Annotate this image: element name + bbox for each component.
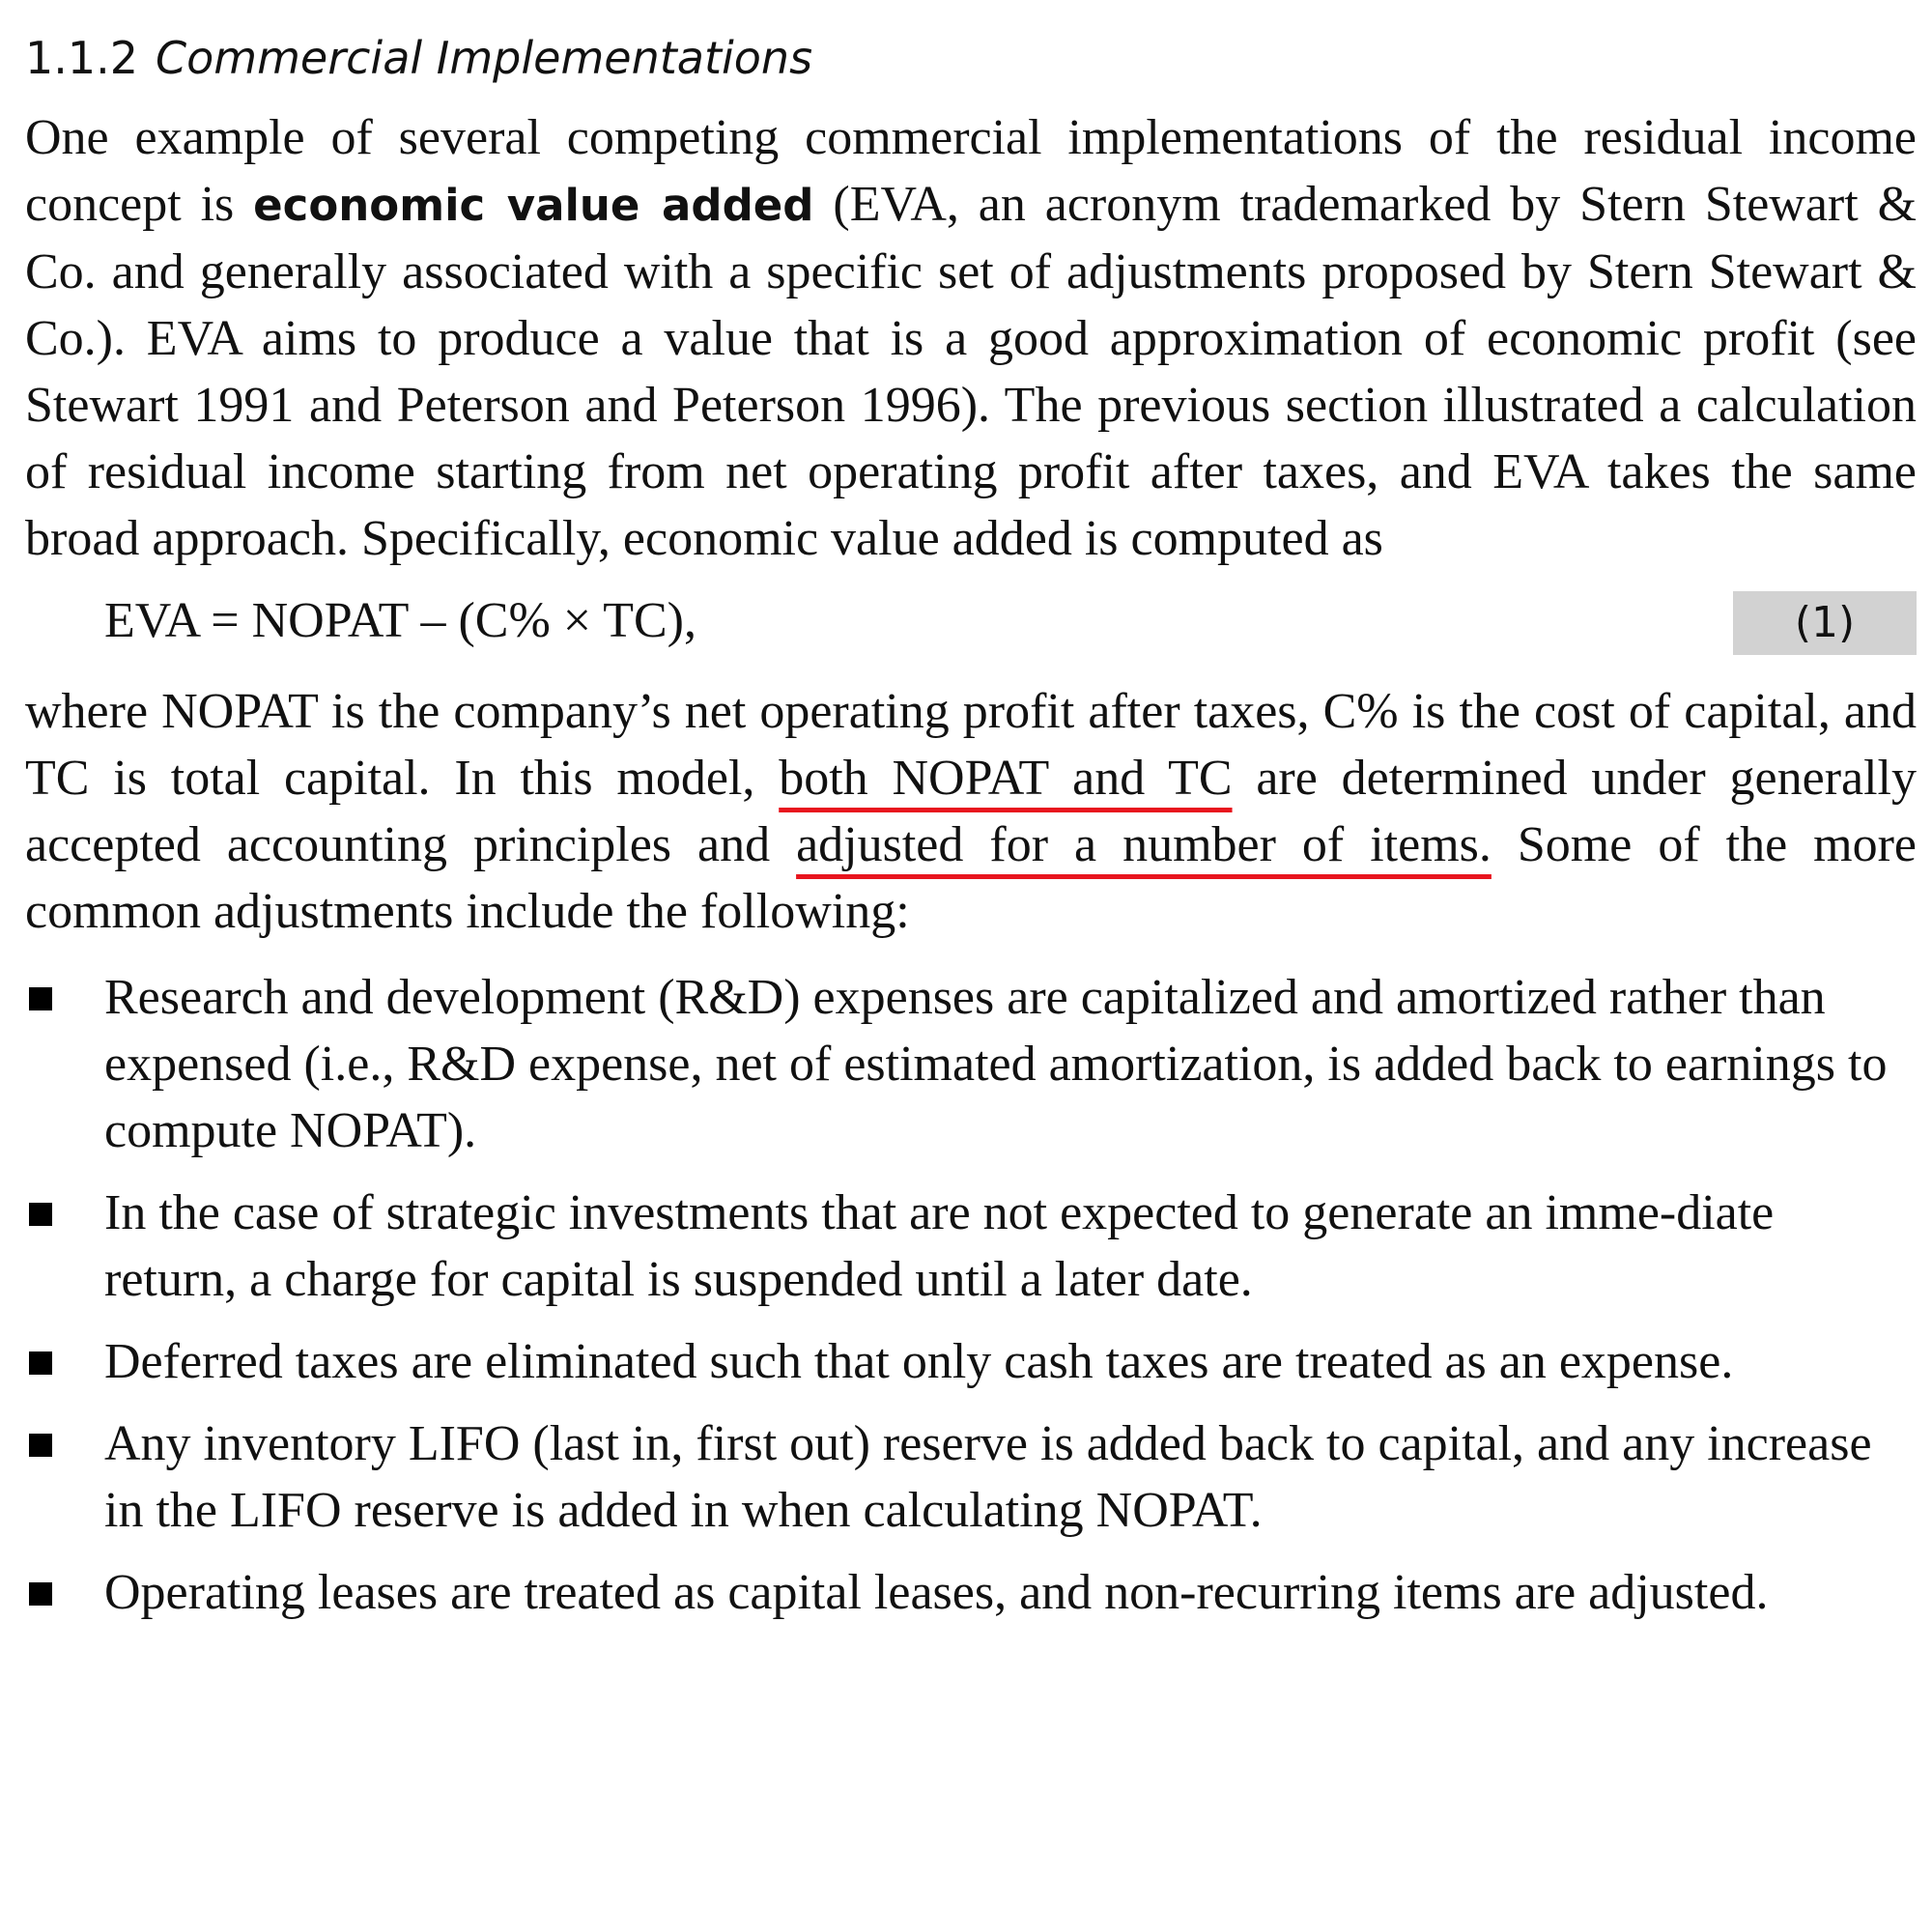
explanation-text-3: Some of the more common adjustments include the following: bbox=[25, 817, 1917, 939]
list-item-text: In the case of strategic investments that are not expected to generate an imme-diate return, a charge for capital is suspended until a later date. bbox=[104, 1185, 1775, 1307]
equation: EVA = NOPAT – (C% × TC), bbox=[104, 593, 696, 648]
list-item-text: Any inventory LIFO (last in, first out) reserve is added back to capital, and any increase in the LIFO reserve is added in when calculating NOPAT. bbox=[104, 1416, 1872, 1538]
square-bullet-icon bbox=[29, 1203, 52, 1226]
intro-text-start: One example of several competing commercial implementations of the residual income concept is bbox=[25, 110, 1917, 232]
equation-row bbox=[25, 582, 1917, 669]
explanation-text-2: are determined under generally accepted accounting principles and bbox=[25, 751, 1917, 872]
square-bullet-icon bbox=[29, 987, 52, 1010]
list-item-text: Deferred taxes are eliminated such that only cash taxes are treated as an expense. bbox=[104, 1334, 1734, 1389]
section-title: Commercial Implementations bbox=[156, 32, 813, 84]
intro-paragraph bbox=[25, 104, 1917, 572]
square-bullet-icon bbox=[29, 1582, 52, 1606]
list-item bbox=[25, 964, 1917, 1164]
square-bullet-icon bbox=[29, 1434, 52, 1457]
list-item bbox=[25, 1328, 1917, 1395]
list-item-text: Research and development (R&D) expenses are capitalized and amortized rather than expensed (i.e., R&D expense, net of estimated amortization, is added back to earnings to compute NOPAT). bbox=[104, 970, 1888, 1158]
explanation-text-1: where NOPAT is the company’s net operating profit after taxes, C% is the cost of capital, and TC is total capital. In this model, bbox=[25, 684, 1917, 806]
list-item-text: Operating leases are treated as capital leases, and non-recurring items are adjusted. bbox=[104, 1565, 1769, 1620]
intro-text-end: (EVA, an acronym trademarked by Stern Stewart & Co. and generally associated with a specific set of adjustments proposed by Stern Stewart & Co.). EVA aims to produce a value that is a good approximation of economic profit (see Stewart 1991 and Peterson and Peterson 1996). The previous section illustrated a calculation of residual income starting from net operating profit after taxes, and EVA takes the same broad approach. Specifically, economic value added is computed as bbox=[25, 177, 1918, 566]
square-bullet-icon bbox=[29, 1351, 52, 1375]
section-heading bbox=[25, 29, 1917, 87]
underlined-phrase-1: both NOPAT and TC bbox=[779, 751, 1233, 806]
equation-number: (1) bbox=[1733, 591, 1917, 655]
list-item bbox=[25, 1559, 1917, 1626]
explanation-paragraph bbox=[25, 678, 1917, 945]
underlined-phrase-2: adjusted for a number of items. bbox=[796, 817, 1492, 872]
section-number: 1.1.2 bbox=[25, 32, 139, 84]
document-page bbox=[25, 29, 1917, 1641]
list-item bbox=[25, 1180, 1917, 1313]
adjustments-list bbox=[25, 964, 1917, 1626]
list-item bbox=[25, 1410, 1917, 1544]
key-term: economic value added bbox=[253, 180, 814, 231]
